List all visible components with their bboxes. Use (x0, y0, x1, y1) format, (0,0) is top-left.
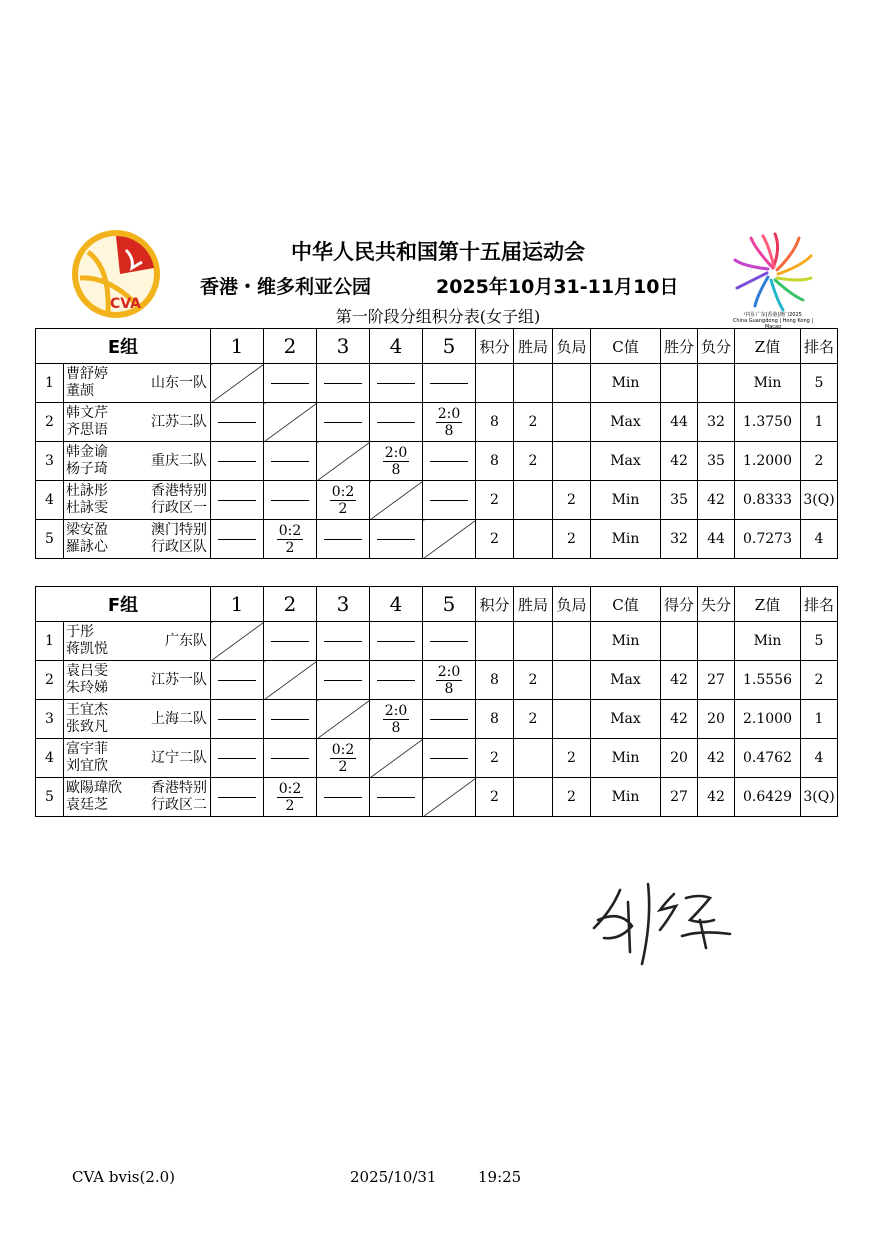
team-name: 重庆二队 (151, 452, 207, 469)
player-name: 董颉 (66, 383, 94, 399)
player-name: 蒋凯悦 (66, 641, 108, 657)
dash-mark (218, 539, 256, 540)
cell-w: 42 (661, 661, 698, 700)
footer-time: 19:25 (478, 1168, 522, 1186)
match-score: 0:2 (278, 522, 302, 539)
cell-pts: 2 (476, 481, 514, 520)
match-result-cell (264, 520, 317, 559)
column-header: 排名 (801, 587, 838, 622)
empty-match-cell (317, 778, 370, 817)
column-header: 胜局 (514, 587, 553, 622)
dash-mark (324, 680, 362, 681)
player-name: 富宇菲 (66, 741, 108, 757)
diagonal-cell (370, 739, 423, 778)
cell-w: 32 (661, 520, 698, 559)
table-row (36, 661, 838, 700)
empty-match-cell (264, 700, 317, 739)
cell-no: 5 (36, 778, 64, 817)
team-name: 江苏一队 (151, 671, 207, 688)
player-name: 袁廷芝 (66, 797, 108, 813)
cell-no: 4 (36, 739, 64, 778)
column-header: 胜分 (661, 329, 698, 364)
team-name: 香港特别 (151, 483, 207, 499)
empty-match-cell (370, 622, 423, 661)
cell-c: Max (591, 700, 661, 739)
page-subtitle: 第一阶段分组积分表(女子组) (335, 307, 541, 326)
dash-mark (218, 500, 256, 501)
cell-z: 1.5556 (735, 661, 801, 700)
cell-c: Max (591, 661, 661, 700)
match-score: 2:0 (384, 444, 408, 461)
games-logo-caption: 中国·广东|香港|澳门2025 China Guangdong | Hong Kong | Macao (732, 312, 814, 330)
cell-c: Max (591, 403, 661, 442)
match-points: 2 (285, 797, 295, 814)
dash-mark (271, 500, 309, 501)
dash-mark (271, 461, 309, 462)
team-name: 辽宁二队 (151, 749, 207, 766)
column-header: 3 (317, 329, 370, 364)
header (0, 0, 876, 330)
cell-z: 0.4762 (735, 739, 801, 778)
cell-no: 2 (36, 403, 64, 442)
cell-l (698, 364, 735, 403)
cell-lose: 2 (553, 520, 591, 559)
column-header: C值 (591, 587, 661, 622)
column-header: 失分 (698, 587, 735, 622)
cell-rank: 4 (801, 739, 838, 778)
column-header: 胜局 (514, 329, 553, 364)
games-emblem-icon (728, 228, 818, 312)
dash-mark (324, 383, 362, 384)
games-logo (728, 228, 818, 328)
empty-match-cell (370, 778, 423, 817)
column-header: 1 (211, 329, 264, 364)
player-name: 杜詠雯 (66, 500, 108, 516)
match-result-cell (370, 700, 423, 739)
cell-win (514, 520, 553, 559)
cell-no: 4 (36, 481, 64, 520)
diagonal-cell (264, 661, 317, 700)
cell-l: 42 (698, 739, 735, 778)
cell-lose (553, 700, 591, 739)
team-name: 上海二队 (151, 710, 207, 727)
dash-mark (218, 758, 256, 759)
dash-mark (271, 758, 309, 759)
column-header: Z值 (735, 329, 801, 364)
cell-w: 44 (661, 403, 698, 442)
column-header: 积分 (476, 329, 514, 364)
group-name: E组 (36, 329, 211, 364)
footer-date: 2025/10/31 (350, 1168, 437, 1186)
cell-z: Min (735, 622, 801, 661)
empty-match-cell (423, 739, 476, 778)
dash-mark (218, 797, 256, 798)
cell-w: 42 (661, 700, 698, 739)
cell-c: Max (591, 442, 661, 481)
footer-software: CVA bvis(2.0) (72, 1168, 176, 1186)
empty-match-cell (317, 661, 370, 700)
match-score: 2:0 (437, 663, 461, 680)
cell-pts (476, 622, 514, 661)
table-row (36, 700, 838, 739)
dash-mark (218, 422, 256, 423)
entry-cell (64, 739, 211, 778)
dash-mark (377, 641, 415, 642)
dash-mark (218, 461, 256, 462)
dash-mark (271, 719, 309, 720)
cell-rank: 3(Q) (801, 778, 838, 817)
team-name-line2: 行政区二 (151, 797, 207, 813)
dash-mark (377, 797, 415, 798)
empty-match-cell (264, 442, 317, 481)
dash-mark (324, 539, 362, 540)
cell-rank: 5 (801, 364, 838, 403)
empty-match-cell (211, 700, 264, 739)
cell-w: 42 (661, 442, 698, 481)
player-name: 韩文芹 (66, 405, 108, 421)
column-header: Z值 (735, 587, 801, 622)
diagonal-cell (423, 778, 476, 817)
team-name: 澳门特别 (151, 522, 207, 538)
empty-match-cell (370, 520, 423, 559)
entry-cell (64, 520, 211, 559)
entry-cell (64, 661, 211, 700)
cell-win (514, 622, 553, 661)
cell-c: Min (591, 364, 661, 403)
cell-pts: 8 (476, 403, 514, 442)
match-result-cell (317, 481, 370, 520)
table-row (36, 778, 838, 817)
player-name: 韩金谕 (66, 444, 108, 460)
match-result-cell (423, 661, 476, 700)
player-name: 袁吕雯 (66, 663, 108, 679)
cell-no: 5 (36, 520, 64, 559)
entry-cell (64, 481, 211, 520)
cell-w: 27 (661, 778, 698, 817)
cell-l: 42 (698, 481, 735, 520)
player-name: 歐陽瑋欣 (66, 780, 122, 796)
cell-no: 1 (36, 364, 64, 403)
team-name: 广东队 (165, 632, 207, 649)
entry-cell (64, 403, 211, 442)
cell-c: Min (591, 481, 661, 520)
column-header: 5 (423, 329, 476, 364)
svg-text:CVA: CVA (110, 296, 141, 312)
empty-match-cell (264, 364, 317, 403)
cell-lose (553, 661, 591, 700)
column-header: 5 (423, 587, 476, 622)
dash-mark (377, 680, 415, 681)
column-header: 负分 (698, 329, 735, 364)
cell-w (661, 364, 698, 403)
empty-match-cell (317, 403, 370, 442)
match-score: 2:0 (384, 702, 408, 719)
cell-z: 0.7273 (735, 520, 801, 559)
player-name: 曹舒婷 (66, 366, 108, 382)
venue: 香港・维多利亚公园 (200, 276, 372, 298)
cell-lose (553, 403, 591, 442)
cell-lose (553, 622, 591, 661)
empty-match-cell (317, 622, 370, 661)
empty-match-cell (423, 700, 476, 739)
team-name: 香港特别 (151, 780, 207, 796)
dash-mark (430, 719, 468, 720)
empty-match-cell (211, 442, 264, 481)
cell-w (661, 622, 698, 661)
cell-l: 42 (698, 778, 735, 817)
empty-match-cell (264, 739, 317, 778)
team-name-line2: 行政区队 (151, 539, 207, 555)
dash-mark (271, 641, 309, 642)
cell-win (514, 739, 553, 778)
dash-mark (377, 539, 415, 540)
match-points: 2 (285, 539, 295, 556)
dash-mark (271, 383, 309, 384)
column-header: 负局 (553, 329, 591, 364)
cell-win: 2 (514, 700, 553, 739)
cell-lose: 2 (553, 481, 591, 520)
cell-lose (553, 442, 591, 481)
diagonal-cell (317, 700, 370, 739)
cell-pts: 8 (476, 700, 514, 739)
cell-no: 1 (36, 622, 64, 661)
column-header: 1 (211, 587, 264, 622)
player-name: 杨子琦 (66, 461, 108, 477)
cell-l: 35 (698, 442, 735, 481)
cell-no: 3 (36, 442, 64, 481)
empty-match-cell (211, 481, 264, 520)
match-score: 0:2 (331, 483, 355, 500)
empty-match-cell (370, 364, 423, 403)
cell-l: 44 (698, 520, 735, 559)
empty-match-cell (211, 520, 264, 559)
dash-mark (430, 383, 468, 384)
cell-pts: 2 (476, 739, 514, 778)
dash-mark (430, 758, 468, 759)
cell-pts: 8 (476, 442, 514, 481)
entry-cell (64, 778, 211, 817)
empty-match-cell (423, 481, 476, 520)
table-row (36, 403, 838, 442)
cell-z: 1.3750 (735, 403, 801, 442)
dash-mark (218, 719, 256, 720)
cell-win (514, 481, 553, 520)
dash-mark (430, 461, 468, 462)
cell-pts: 8 (476, 661, 514, 700)
player-name: 齐思语 (66, 422, 108, 438)
team-name: 江苏二队 (151, 413, 207, 430)
team-name: 山东一队 (151, 374, 207, 391)
cell-c: Min (591, 778, 661, 817)
column-header: 2 (264, 329, 317, 364)
cell-win (514, 364, 553, 403)
match-points: 8 (444, 422, 454, 439)
cell-rank: 2 (801, 661, 838, 700)
entry-cell (64, 364, 211, 403)
cell-rank: 3(Q) (801, 481, 838, 520)
cell-z: 0.8333 (735, 481, 801, 520)
match-result-cell (264, 778, 317, 817)
empty-match-cell (211, 403, 264, 442)
cell-win (514, 778, 553, 817)
empty-match-cell (211, 661, 264, 700)
cell-lose: 2 (553, 778, 591, 817)
empty-match-cell (370, 403, 423, 442)
match-score: 0:2 (331, 741, 355, 758)
empty-match-cell (211, 739, 264, 778)
match-result-cell (317, 739, 370, 778)
player-name: 羅詠心 (66, 539, 108, 555)
empty-match-cell (211, 778, 264, 817)
cell-c: Min (591, 739, 661, 778)
cell-rank: 2 (801, 442, 838, 481)
empty-match-cell (317, 520, 370, 559)
match-result-cell (423, 403, 476, 442)
cell-w: 35 (661, 481, 698, 520)
column-header: 3 (317, 587, 370, 622)
group-name: F组 (36, 587, 211, 622)
diagonal-cell (423, 520, 476, 559)
dash-mark (377, 422, 415, 423)
event-dates: 2025年10月31-11月10日 (436, 276, 679, 298)
match-points: 8 (391, 461, 401, 478)
match-score: 2:0 (437, 405, 461, 422)
table-row (36, 520, 838, 559)
table-row (36, 442, 838, 481)
cell-win: 2 (514, 442, 553, 481)
cell-no: 3 (36, 700, 64, 739)
dash-mark (377, 383, 415, 384)
player-name: 于彤 (66, 624, 94, 640)
cell-z: 2.1000 (735, 700, 801, 739)
cell-c: Min (591, 520, 661, 559)
cell-z: Min (735, 364, 801, 403)
entry-cell (64, 442, 211, 481)
table-row (36, 481, 838, 520)
empty-match-cell (370, 661, 423, 700)
column-header: 负局 (553, 587, 591, 622)
signature (590, 880, 740, 970)
diagonal-cell (317, 442, 370, 481)
cell-pts: 2 (476, 520, 514, 559)
diagonal-cell (264, 403, 317, 442)
venue-line (200, 272, 679, 299)
dash-mark (218, 680, 256, 681)
cell-l (698, 622, 735, 661)
match-result-cell (370, 442, 423, 481)
empty-match-cell (423, 364, 476, 403)
cell-l: 27 (698, 661, 735, 700)
cell-pts: 2 (476, 778, 514, 817)
match-score: 0:2 (278, 780, 302, 797)
dash-mark (324, 641, 362, 642)
player-name: 张致凡 (66, 719, 108, 735)
cell-z: 1.2000 (735, 442, 801, 481)
group-table (35, 586, 838, 817)
empty-match-cell (264, 622, 317, 661)
match-points: 2 (338, 758, 348, 775)
empty-match-cell (264, 481, 317, 520)
cell-z: 0.6429 (735, 778, 801, 817)
cell-rank: 1 (801, 700, 838, 739)
entry-cell (64, 622, 211, 661)
empty-match-cell (423, 622, 476, 661)
cell-win: 2 (514, 661, 553, 700)
diagonal-cell (370, 481, 423, 520)
match-points: 2 (338, 500, 348, 517)
diagonal-cell (211, 364, 264, 403)
column-header: 排名 (801, 329, 838, 364)
cell-c: Min (591, 622, 661, 661)
column-header: 得分 (661, 587, 698, 622)
column-header: 4 (370, 587, 423, 622)
cell-win: 2 (514, 403, 553, 442)
match-points: 8 (444, 680, 454, 697)
column-header: C值 (591, 329, 661, 364)
cell-no: 2 (36, 661, 64, 700)
empty-match-cell (423, 442, 476, 481)
team-name-line2: 行政区一 (151, 500, 207, 516)
table-row (36, 364, 838, 403)
cell-l: 32 (698, 403, 735, 442)
table-row (36, 739, 838, 778)
cell-lose (553, 364, 591, 403)
column-header: 积分 (476, 587, 514, 622)
diagonal-cell (211, 622, 264, 661)
cell-l: 20 (698, 700, 735, 739)
match-points: 8 (391, 719, 401, 736)
dash-mark (430, 500, 468, 501)
player-name: 王宜杰 (66, 702, 108, 718)
empty-match-cell (317, 364, 370, 403)
cell-rank: 1 (801, 403, 838, 442)
column-header: 4 (370, 329, 423, 364)
player-name: 杜詠彤 (66, 483, 108, 499)
entry-cell (64, 700, 211, 739)
table-row (36, 622, 838, 661)
player-name: 朱玲娣 (66, 680, 108, 696)
event-title: 中华人民共和国第十五届运动会 (291, 240, 585, 264)
player-name: 梁安盈 (66, 522, 108, 538)
dash-mark (430, 641, 468, 642)
cell-rank: 4 (801, 520, 838, 559)
cell-w: 20 (661, 739, 698, 778)
cell-lose: 2 (553, 739, 591, 778)
column-header: 2 (264, 587, 317, 622)
dash-mark (324, 422, 362, 423)
group-table (35, 328, 838, 559)
dash-mark (324, 797, 362, 798)
player-name: 刘宜欣 (66, 758, 108, 774)
cell-rank: 5 (801, 622, 838, 661)
cell-pts (476, 364, 514, 403)
